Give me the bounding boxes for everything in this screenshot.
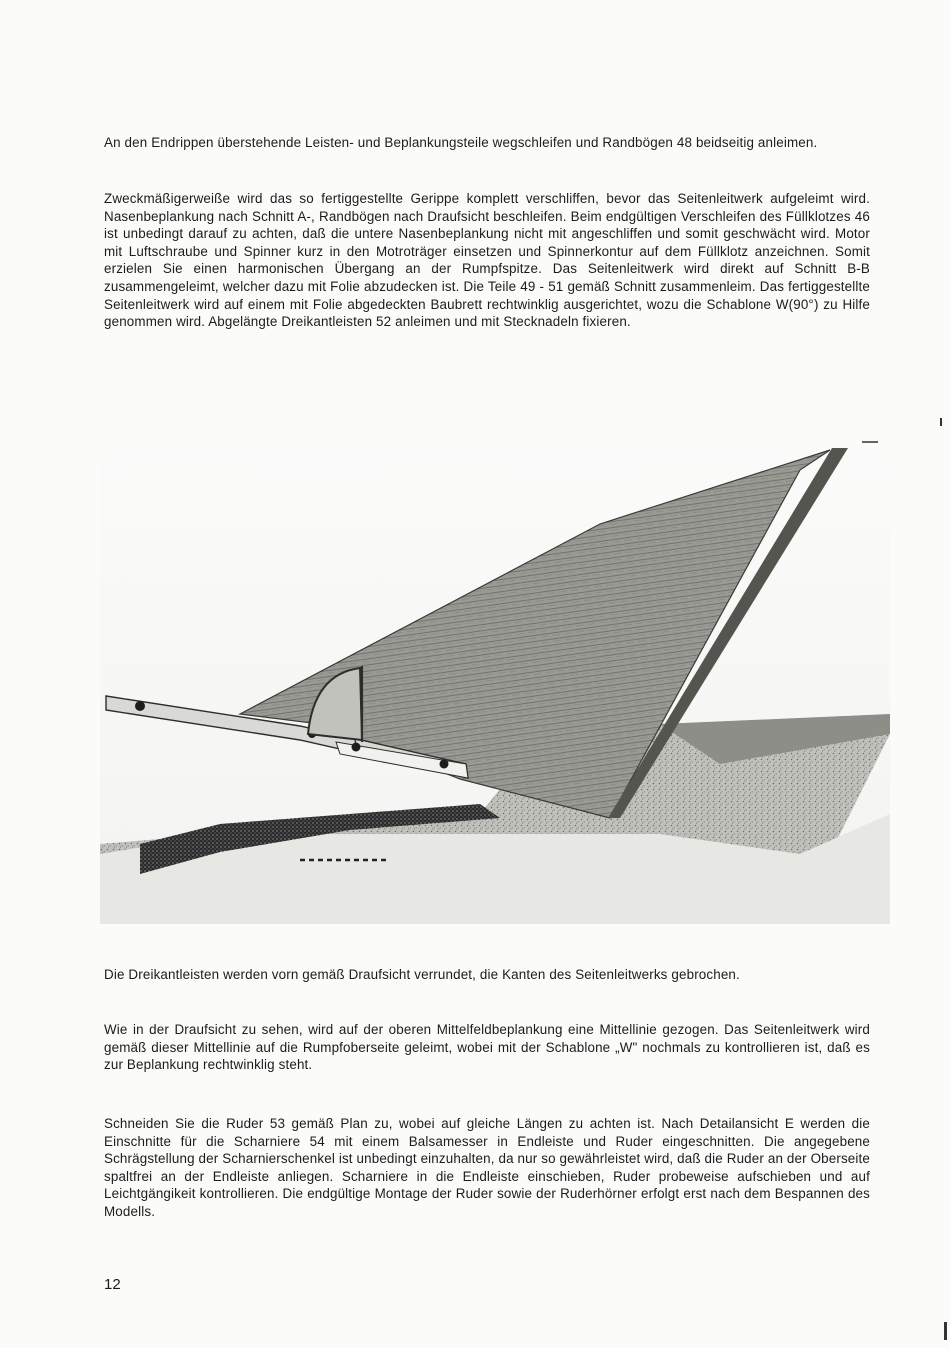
page-number: 12 <box>104 1276 121 1293</box>
paragraph-ruder: Schneiden Sie die Ruder 53 gemäß Plan zu, wobei auf gleiche Längen zu achten ist. Nach Detailansicht E werden die Einschnitte für die Scharniere 54 mit einem Balsamesser in Endleiste und Ruder eingeschnitten. Die angegebene Schrägstellung der Scharnierschenkel ist unbedingt einzuhalten, da nur so gewährleistet wird, daß die Ruder an der Oberseite spaltfrei an der Endleiste anliegen. Scharniere in die Endleiste einschieben, Ruder probeweise aufschieben und auf Leichtgängikeit kontrollieren. Die endgültige Montage der Ruder sowie der Ruderhörner erfolgt erst nach dem Bespannen des Modells. <box>104 1116 870 1219</box>
fin-assembly-photo <box>100 434 890 924</box>
scan-edge-mark <box>940 418 942 426</box>
paragraph-endrippen: An den Endrippen überstehende Leisten- und Beplankungsteile wegschleifen und Randbögen 48 beidseitig anleimen. <box>104 135 818 150</box>
paragraph-gerippe-verschleifen: Zweckmäßigerweiße wird das so fertiggestellte Gerippe komplett verschliffen, bevor das Seitenleitwerk aufgeleimt wird. Nasenbeplankung nach Schnitt A-, Randbögen nach Draufsicht beschleifen. Beim endgültigen Verschleifen des Füllklotzes 46 ist unbedingt darauf zu achten, daß die untere Nasenbeplankung nicht mit angeschliffen und somit geschwächt wird. Motor mit Luftschraube und Spinner kurz in den Motroträger einsetzen und Spinnerkontur auf dem Füllklotz anzeichnen. Somit erzielen Sie einen harmonischen Übergang an der Rumpfspitze. Das Seitenleitwerk wird direkt auf Schnitt B-B zusammengeleimt, welcher dazu mit Folie abzudecken ist. Die Teile 49 - 51 gemäß Schnitt zusammenleim. Das fertiggestellte Seitenleitwerk wird auf einem mit Folie abgedeckten Baubrett rechtwinklig ausgerichtet, wozu die Schablone W(90°) zu Hilfe genommen wird. Abgelängte Dreikantleisten 52 anleimen und mit Stecknadeln fixieren. <box>104 191 870 330</box>
paragraph-dreikantleisten: Die Dreikantleisten werden vorn gemäß Draufsicht verrundet, die Kanten des Seitenleitwerks gebrochen. <box>104 967 740 982</box>
scan-edge-mark <box>944 1322 947 1340</box>
paragraph-mittellinie: Wie in der Draufsicht zu sehen, wird auf der oberen Mittelfeldbeplankung eine Mittellinie gezogen. Das Seitenleitwerk wird gemäß dieser Mittellinie auf die Rumpfoberseite geleimt, wobei mit der Schablone „W" nochmals zu kontrollieren ist, daß es zur Beplankung rechtwinklig steht. <box>104 1022 870 1073</box>
